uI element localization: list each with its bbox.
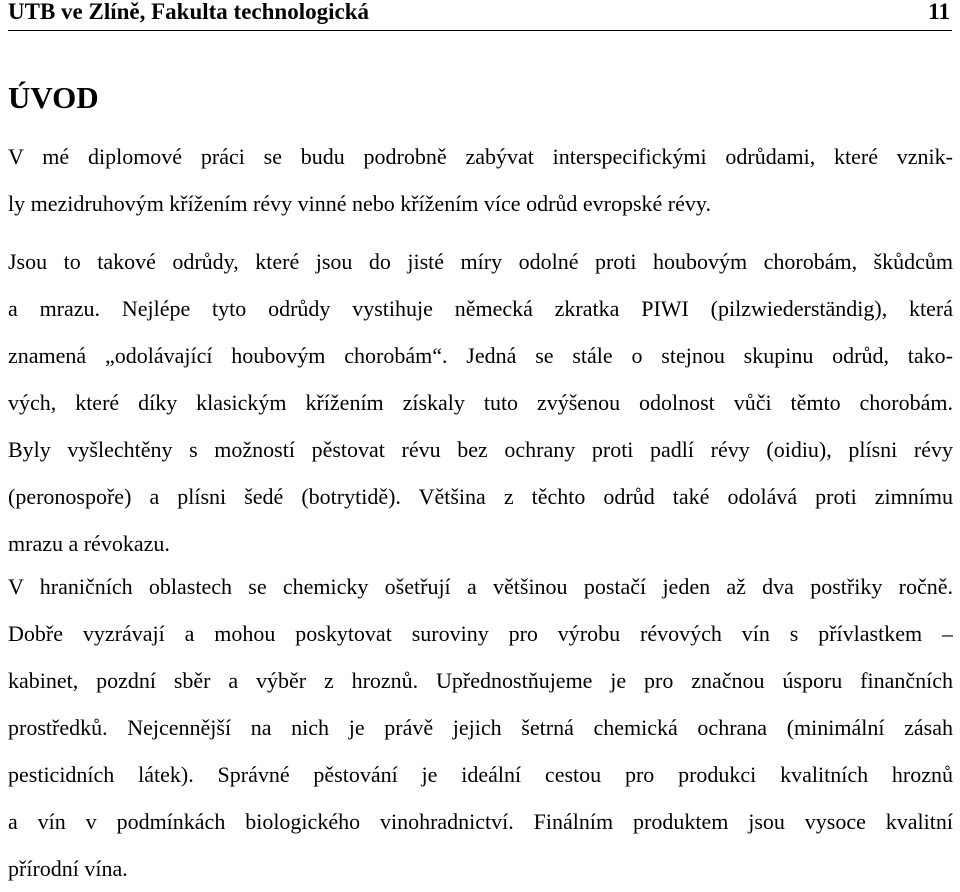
page-number: 11 bbox=[928, 0, 950, 24]
text-line: přírodní vína. bbox=[8, 856, 128, 881]
text-line: V hraničních oblastech se chemicky ošetřují a většinou postačí jeden až dva postřiky ročně. bbox=[8, 574, 953, 599]
text-line: kabinet, pozdní sběr a výběr z hroznů. Upřednostňujeme je pro značnou úsporu finančních bbox=[8, 668, 953, 693]
paragraph-intro bbox=[8, 133, 953, 227]
section-heading: ÚVOD bbox=[8, 80, 99, 115]
running-header bbox=[8, 0, 952, 31]
text-line: znamená „odolávající houbovým chorobám“. Jedná se stále o stejnou skupinu odrůd, tako- bbox=[8, 343, 953, 368]
text-line: Jsou to takové odrůdy, které jsou do jisté míry odolné proti houbovým chorobám, škůdcům bbox=[8, 249, 953, 274]
text-line: prostředků. Nejcennější na nich je právě jejich šetrná chemická ochrana (minimální zásah bbox=[8, 715, 953, 740]
text-line: V mé diplomové práci se budu podrobně zabývat interspecifickými odrůdami, které vznik- bbox=[8, 144, 953, 169]
paragraph-cultivation bbox=[8, 563, 953, 892]
header-title: UTB ve Zlíně, Fakulta technologická bbox=[8, 0, 369, 24]
text-line: Byly vyšlechtěny s možností pěstovat révu bez ochrany proti padlí révy (oidiu), plísni révy bbox=[8, 437, 953, 462]
text-line: Dobře vyzrávají a mohou poskytovat suroviny pro výrobu révových vín s přívlastkem – bbox=[8, 621, 953, 646]
text-line: a mrazu. Nejlépe tyto odrůdy vystihuje německá zkratka PIWI (pilzwiederständig), která bbox=[8, 296, 953, 321]
text-line: a vín v podmínkách biologického vinohradnictví. Finálním produktem jsou vysoce kvalitní bbox=[8, 809, 953, 834]
text-line: ly mezidruhovým křížením révy vinné nebo křížením více odrůd evropské révy. bbox=[8, 191, 711, 216]
text-line: mrazu a révokazu. bbox=[8, 531, 170, 556]
text-line: vých, které díky klasickým křížením získaly tuto zvýšenou odolnost vůči těmto chorobám. bbox=[8, 390, 953, 415]
text-line: (peronospoře) a plísni šedé (botrytidě). Většina z těchto odrůd také odolává proti zimnímu bbox=[8, 484, 953, 509]
text-line: pesticidních látek). Správné pěstování je ideální cestou pro produkci kvalitních hroznů bbox=[8, 762, 953, 787]
paragraph-piwi bbox=[8, 238, 953, 567]
